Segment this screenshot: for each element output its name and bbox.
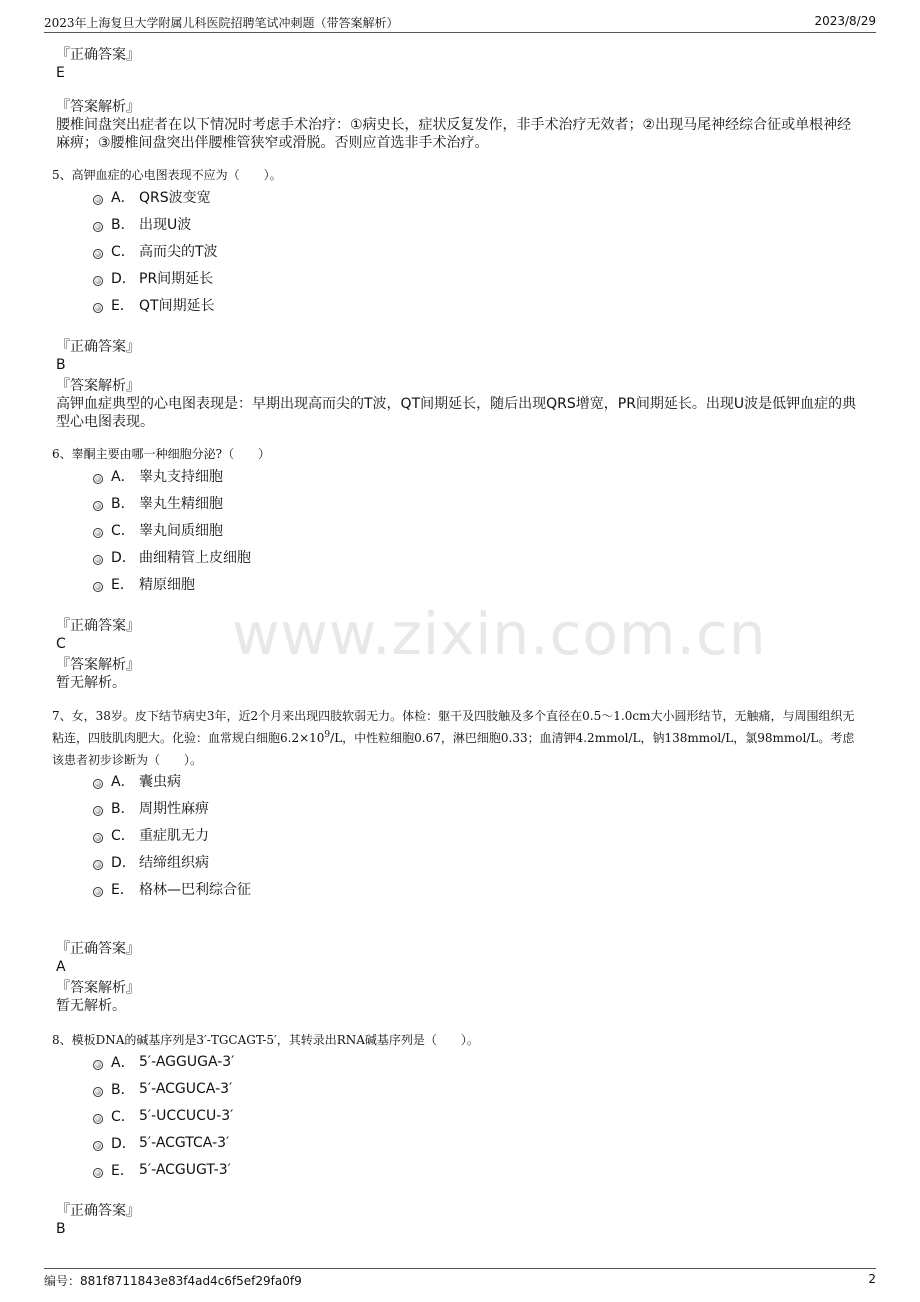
option-letter: B．	[111, 217, 135, 233]
option-text: 睾丸间质细胞	[139, 523, 223, 539]
option-text: 高而尖的T波	[139, 244, 218, 260]
question-5-option-c[interactable]	[93, 241, 218, 261]
correct-answer-label: 『正确答案』	[56, 339, 140, 355]
radio-button-icon[interactable]	[93, 195, 103, 205]
option-text: 格林—巴利综合征	[139, 882, 251, 898]
question-5-option-e[interactable]	[93, 295, 215, 315]
option-letter: C．	[111, 1109, 135, 1125]
option-text: 5′-ACGUGT-3′	[139, 1162, 231, 1178]
question-8-option-a[interactable]	[93, 1052, 234, 1072]
option-text: 曲细精管上皮细胞	[139, 550, 251, 566]
correct-answer-value: A	[56, 959, 66, 975]
question-7-text-part-2: /L，中性粒细胞0.67，淋巴细胞0.33；血清钾4.2mmol/L，钠138mmol/L，氯98mmol/L。考虑该患者初步诊断为（ ）。	[52, 731, 855, 767]
option-letter: A．	[111, 469, 135, 485]
option-letter: A．	[111, 1055, 135, 1071]
question-7-exponent: 9	[324, 730, 331, 740]
correct-answer-label: 『正确答案』	[56, 618, 140, 634]
analysis-label: 『答案解析』	[56, 99, 140, 115]
radio-button-icon[interactable]	[93, 528, 103, 538]
question-5-option-a[interactable]	[93, 187, 211, 207]
option-letter: B．	[111, 1082, 135, 1098]
radio-button-icon[interactable]	[93, 276, 103, 286]
page-header	[44, 12, 876, 33]
correct-answer-label: 『正确答案』	[56, 1203, 140, 1219]
radio-button-icon[interactable]	[93, 887, 103, 897]
option-letter: E．	[111, 1163, 134, 1179]
option-text: 5′-ACGUCA-3′	[139, 1081, 233, 1097]
correct-answer-value: B	[56, 357, 66, 373]
analysis-label: 『答案解析』	[56, 378, 140, 394]
option-letter: E．	[111, 882, 134, 898]
question-5-text: 5、高钾血症的心电图表现不应为（ ）。	[52, 168, 282, 182]
question-7-option-b[interactable]	[93, 798, 209, 818]
question-5-option-b[interactable]	[93, 214, 191, 234]
question-6-option-e[interactable]	[93, 574, 195, 594]
question-7-option-c[interactable]	[93, 825, 209, 845]
radio-button-icon[interactable]	[93, 1141, 103, 1151]
question-8-option-d[interactable]	[93, 1133, 229, 1153]
radio-button-icon[interactable]	[93, 1060, 103, 1070]
option-letter: C．	[111, 828, 135, 844]
option-text: 囊虫病	[139, 774, 181, 790]
option-text: 睾丸支持细胞	[139, 469, 223, 485]
radio-button-icon[interactable]	[93, 1168, 103, 1178]
option-letter: D．	[111, 550, 136, 566]
option-text: QRS波变宽	[139, 190, 211, 206]
analysis-text: 暂无解析。	[56, 998, 126, 1014]
question-5-option-d[interactable]	[93, 268, 213, 288]
page-number: 2	[868, 1272, 876, 1286]
correct-answer-value: E	[56, 65, 65, 81]
option-letter: C．	[111, 523, 135, 539]
radio-button-icon[interactable]	[93, 582, 103, 592]
analysis-text: 暂无解析。	[56, 675, 126, 691]
option-text: 周期性麻痹	[139, 801, 209, 817]
question-6-option-c[interactable]	[93, 520, 223, 540]
analysis-text: 高钾血症典型的心电图表现是：早期出现高而尖的T波，QT间期延长，随后出现QRS增宽，PR间期延长。出现U波是低钾血症的典型心电图表现。	[56, 396, 857, 430]
radio-button-icon[interactable]	[93, 779, 103, 789]
radio-button-icon[interactable]	[93, 860, 103, 870]
option-letter: E．	[111, 577, 134, 593]
radio-button-icon[interactable]	[93, 222, 103, 232]
correct-answer-label: 『正确答案』	[56, 47, 140, 63]
question-7-option-a[interactable]	[93, 771, 181, 791]
page-footer	[44, 1268, 876, 1291]
watermark: www.zixin.com.cn	[232, 600, 767, 668]
analysis-text: 腰椎间盘突出症者在以下情况时考虑手术治疗：①病史长，症状反复发作，非手术治疗无效者；②出现马尾神经综合征或单根神经麻痹；③腰椎间盘突出伴腰椎管狭窄或滑脱。否则应首选非手术治疗。	[56, 117, 852, 151]
option-letter: D．	[111, 271, 136, 287]
correct-answer-label: 『正确答案』	[56, 941, 140, 957]
option-text: QT间期延长	[139, 298, 215, 314]
radio-button-icon[interactable]	[93, 1114, 103, 1124]
correct-answer-value: C	[56, 636, 66, 652]
question-8-option-b[interactable]	[93, 1079, 232, 1099]
question-6-option-d[interactable]	[93, 547, 251, 567]
question-7-option-d[interactable]	[93, 852, 209, 872]
option-text: 5′-ACGTCA-3′	[139, 1135, 230, 1151]
option-text: 结缔组织病	[139, 855, 209, 871]
option-text: PR间期延长	[139, 271, 214, 287]
option-text: 5′-AGGUGA-3′	[139, 1054, 235, 1070]
question-8-option-e[interactable]	[93, 1160, 231, 1180]
option-letter: B．	[111, 496, 135, 512]
option-letter: D．	[111, 1136, 136, 1152]
radio-button-icon[interactable]	[93, 249, 103, 259]
question-8-option-c[interactable]	[93, 1106, 233, 1126]
option-letter: B．	[111, 801, 135, 817]
correct-answer-value: B	[56, 1221, 66, 1237]
option-letter: E．	[111, 298, 134, 314]
option-text: 睾丸生精细胞	[139, 496, 223, 512]
option-text: 5′-UCCUCU-3′	[139, 1108, 234, 1124]
radio-button-icon[interactable]	[93, 303, 103, 313]
option-text: 精原细胞	[139, 577, 195, 593]
option-text: 出现U波	[139, 217, 192, 233]
option-letter: D．	[111, 855, 136, 871]
question-6-text: 6、睾酮主要由哪一种细胞分泌?（ ）	[52, 447, 271, 461]
document-title: 2023年上海复旦大学附属儿科医院招聘笔试冲刺题（带答案解析）	[44, 16, 399, 30]
radio-button-icon[interactable]	[93, 555, 103, 565]
question-7-text-part-1: 7、女，38岁。皮下结节病史3年，近2个月来出现四肢软弱无力。体检：躯干及四肢触及多个直径在0.5～1.0cm大小圆形结节，无触痛，与周围组织无粘连，四肢肌肉肥大。化验：血常规白细胞6.2×10	[52, 709, 855, 745]
radio-button-icon[interactable]	[93, 806, 103, 816]
radio-button-icon[interactable]	[93, 474, 103, 484]
document-code: 编号：881f8711843e83f4ad4c6f5ef29fa0f9	[44, 1274, 302, 1288]
analysis-label: 『答案解析』	[56, 657, 140, 673]
question-6-option-b[interactable]	[93, 493, 223, 513]
option-letter: A．	[111, 774, 135, 790]
question-7-option-e[interactable]	[93, 879, 251, 899]
radio-button-icon[interactable]	[93, 833, 103, 843]
document-date: 2023/8/29	[814, 14, 876, 28]
radio-button-icon[interactable]	[93, 1087, 103, 1097]
radio-button-icon[interactable]	[93, 501, 103, 511]
option-letter: C．	[111, 244, 135, 260]
option-text: 重症肌无力	[139, 828, 209, 844]
option-letter: A．	[111, 190, 135, 206]
analysis-label: 『答案解析』	[56, 980, 140, 996]
question-7-text	[52, 705, 862, 771]
question-6-option-a[interactable]	[93, 466, 223, 486]
question-8-text: 8、模板DNA的碱基序列是3′-TGCAGT-5′，其转录出RNA碱基序列是（ ）。	[52, 1033, 479, 1047]
